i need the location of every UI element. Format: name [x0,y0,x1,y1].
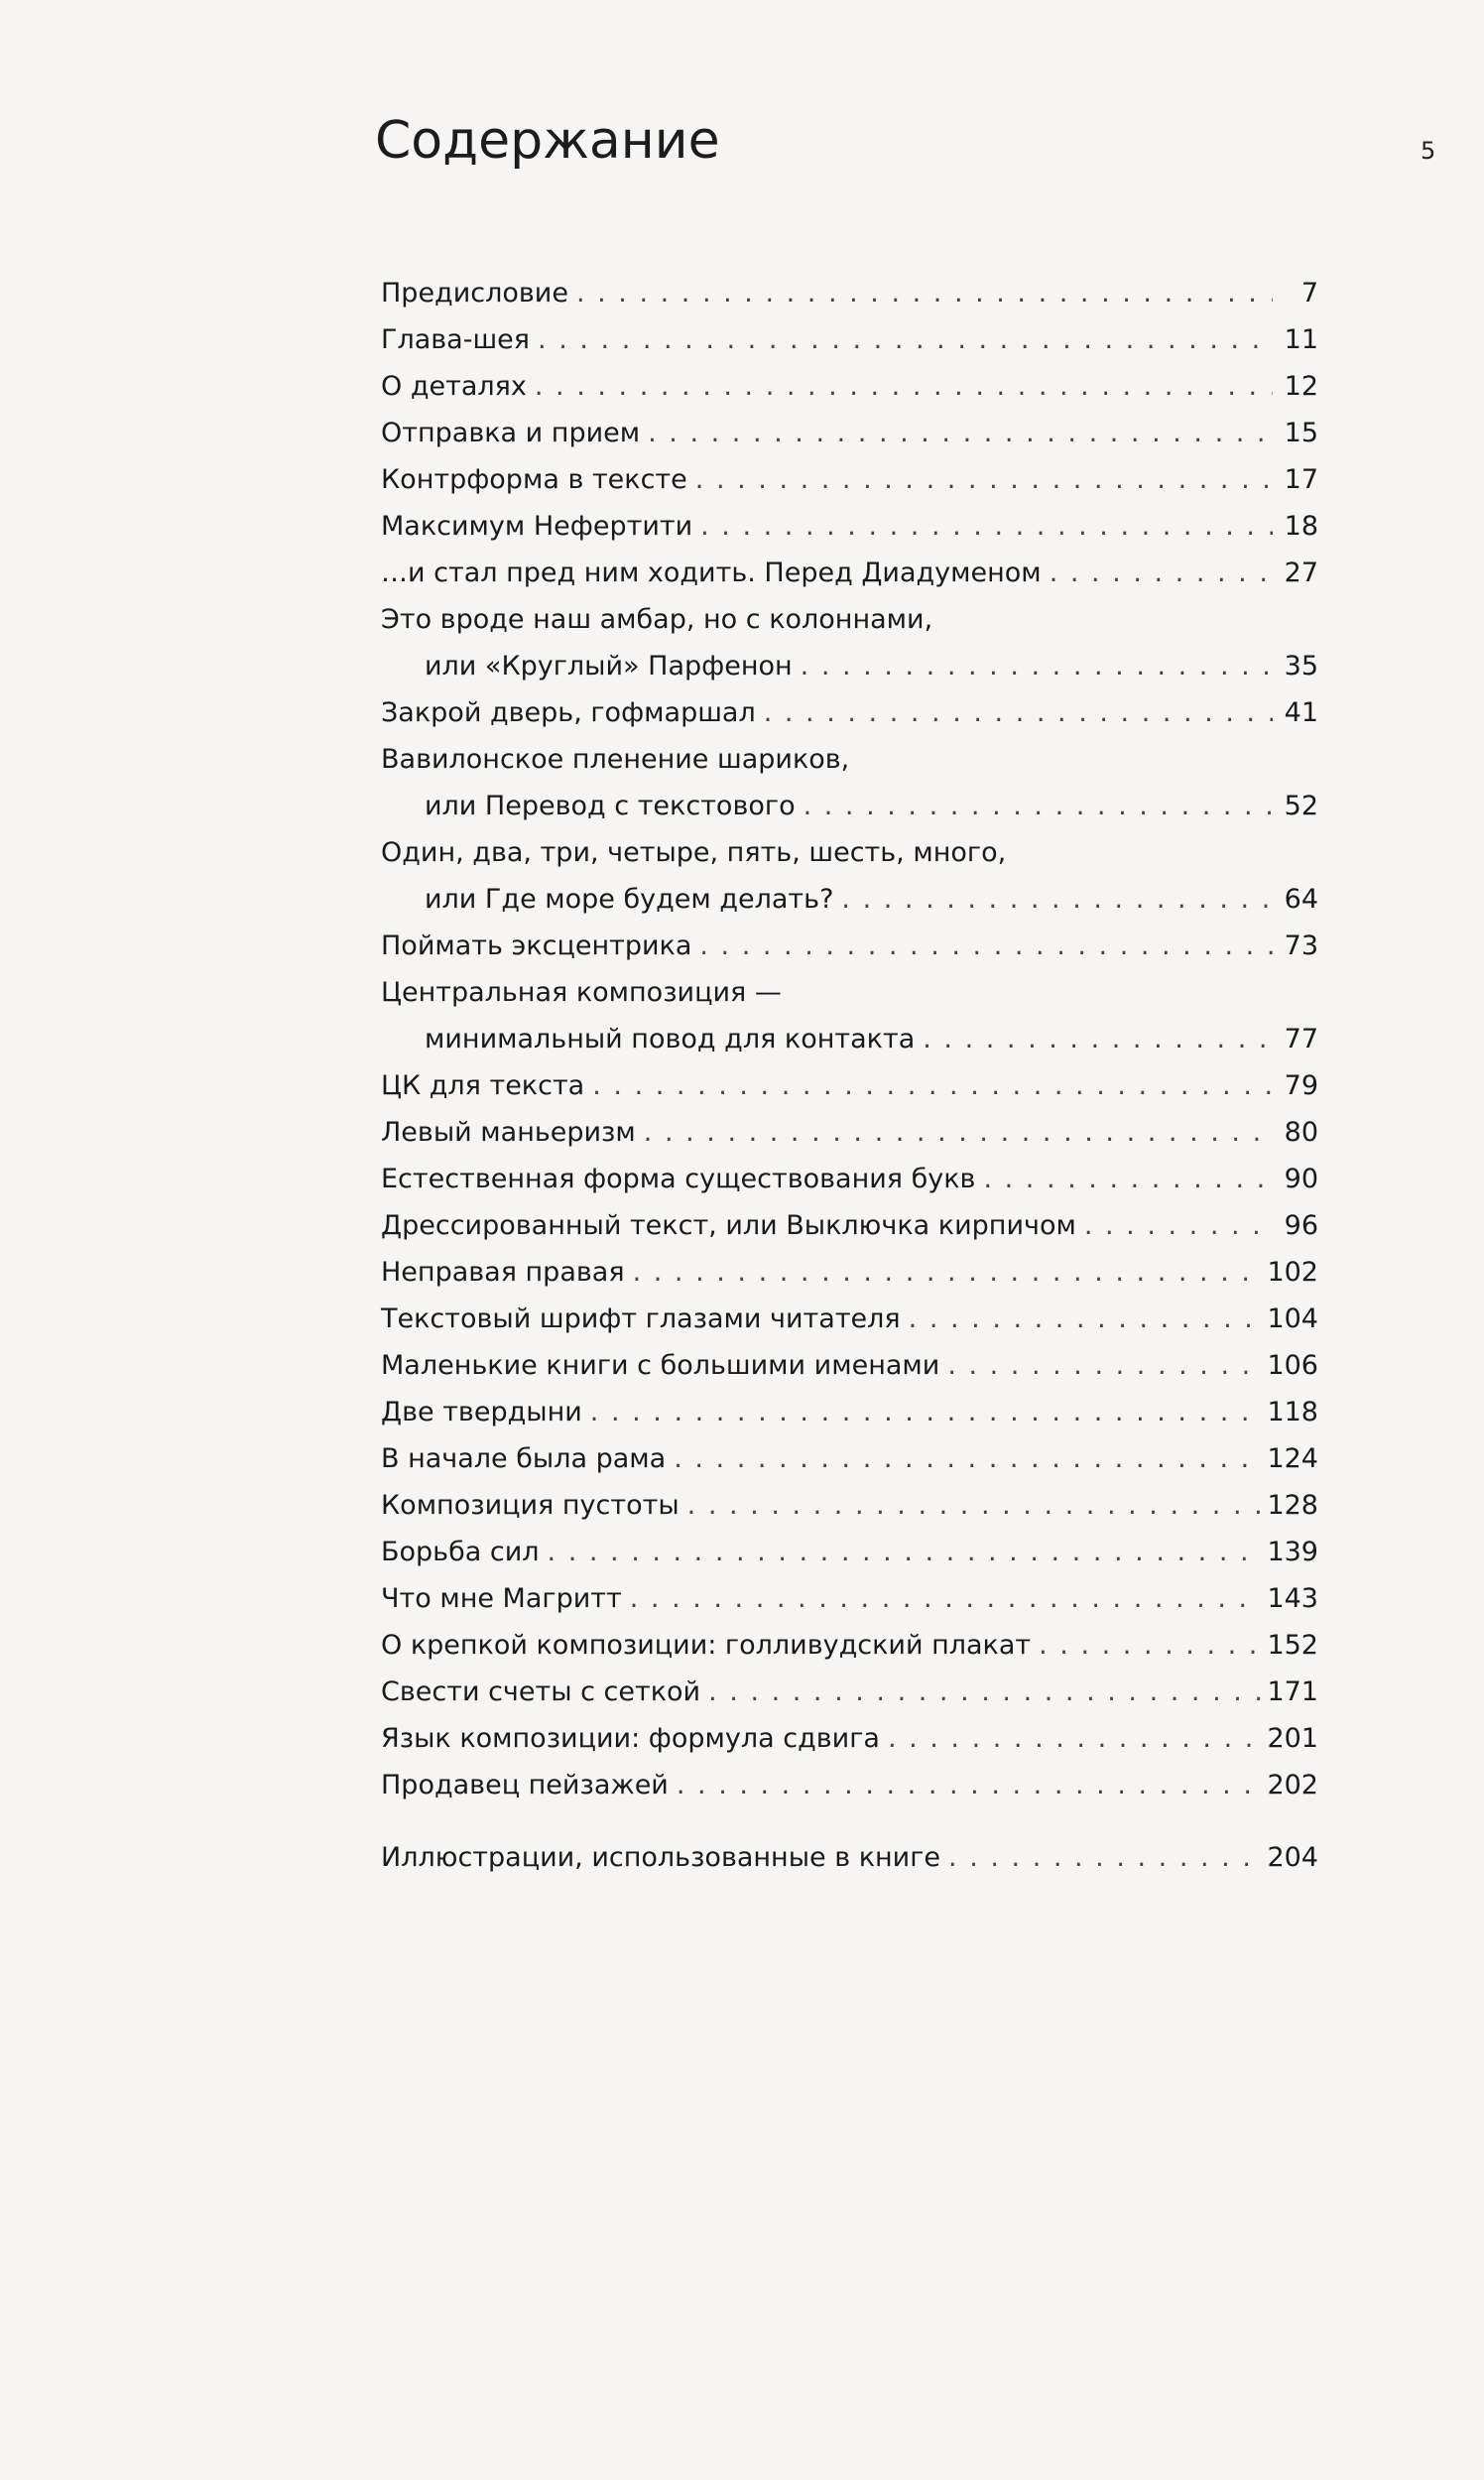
toc-entry-title: или Где море будем делать? [425,884,834,915]
toc-entry-page: 12 [1284,371,1318,402]
toc-entry-page: 64 [1284,884,1318,915]
toc-entry-page: 11 [1284,324,1318,355]
dot-leader [841,876,1273,923]
toc-entry-title: Что мне Магритт [381,1583,622,1614]
dot-leader [708,1669,1261,1715]
toc-entry [381,969,1318,1016]
toc-entry-page: 104 [1267,1303,1318,1334]
toc-entry-title: Глава-шея [381,324,531,355]
toc-entry-title: …и стал пред ним ходить. Перед Диадуменом [381,558,1042,588]
toc-entry-title: Отправка и прием [381,418,641,448]
toc-entry-title: Маленькие книги с большими именами [381,1350,940,1381]
toc-entry-title: ЦК для текста [381,1070,585,1101]
toc-entry-page: 106 [1267,1350,1318,1381]
toc-entry-title: Центральная композиция — [381,977,782,1008]
toc-entry-title: минимальный повод для контакта [425,1024,916,1054]
toc-entry-title: Вавилонское пленение шариков, [381,744,850,775]
toc-entry [381,1342,1318,1389]
toc-entry [381,1156,1318,1202]
toc-entry-page: 79 [1284,1070,1318,1101]
toc-entry [381,923,1318,969]
toc-entry-title: Левый маньеризм [381,1117,636,1148]
page-number: 5 [1421,137,1436,165]
toc-entry [381,1109,1318,1156]
dot-leader [548,1529,1262,1575]
dot-leader [633,1249,1262,1296]
toc-entry-title: Максимум Нефертити [381,511,693,542]
dot-leader [700,503,1273,550]
toc-entry [381,829,1318,876]
toc-entry-title: Контрформа в тексте [381,464,687,495]
dot-leader [648,410,1273,456]
table-of-contents [381,270,1318,1881]
toc-entry-page: 204 [1267,1842,1318,1873]
toc-entry [381,363,1318,410]
toc-entry [381,1249,1318,1296]
toc-entry [381,643,1318,689]
toc-entry-title: Композиция пустоты [381,1490,680,1521]
toc-entry-title: Текстовый шрифт глазами читателя [381,1303,901,1334]
dot-leader [804,783,1273,829]
toc-entry-title: Один, два, три, четыре, пять, шесть, много, [381,837,1007,868]
dot-leader [1050,550,1273,596]
toc-entry-title: Неправая правая [381,1257,625,1288]
dot-leader [535,363,1273,410]
toc-entry-page: 102 [1267,1257,1318,1288]
toc-entry [381,550,1318,596]
toc-entry [381,503,1318,550]
dot-leader [1039,1622,1261,1669]
toc-entry-title: Естественная форма существования букв [381,1164,976,1194]
dot-leader [699,923,1273,969]
toc-entry-page: 171 [1267,1676,1318,1707]
toc-entry [381,596,1318,643]
dot-leader [674,1435,1261,1482]
toc-entry-page: 15 [1284,418,1318,448]
page-title: Содержание [375,111,720,171]
toc-entry [381,1715,1318,1762]
toc-entry-title: Поймать эксцентрика [381,930,692,961]
toc-entry-page: 52 [1284,791,1318,821]
dot-leader [764,689,1273,736]
toc-entry-title: Продавец пейзажей [381,1770,669,1800]
dot-leader [677,1762,1262,1808]
toc-entry-page: 35 [1284,651,1318,682]
toc-entry-page: 124 [1267,1443,1318,1474]
toc-entry-title: Это вроде наш амбар, но с колоннами, [381,604,933,635]
toc-entry-title: Иллюстрации, использованные в книге [381,1842,941,1873]
toc-entry-page: 73 [1284,930,1318,961]
toc-entry-title: Две твердыни [381,1397,582,1427]
toc-entry [381,876,1318,923]
toc-entry-page: 143 [1267,1583,1318,1614]
toc-entry-page: 7 [1300,278,1318,309]
toc-entry-page: 41 [1284,697,1318,728]
toc-entry-page: 80 [1284,1117,1318,1148]
toc-entry-title: Дрессированный текст, или Выключка кирпичом [381,1210,1076,1241]
toc-entry [381,689,1318,736]
dot-leader [695,456,1273,503]
dot-leader [1084,1202,1273,1249]
dot-leader [947,1342,1261,1389]
toc-entry [381,316,1318,363]
toc-entry-page: 152 [1267,1630,1318,1661]
toc-entry-page: 118 [1267,1397,1318,1427]
toc-entry [381,1016,1318,1062]
toc-entry [381,410,1318,456]
toc-entry [381,1062,1318,1109]
dot-leader [948,1834,1261,1881]
dot-leader [888,1715,1262,1762]
toc-entry [381,1435,1318,1482]
toc-entry-page: 201 [1267,1723,1318,1754]
toc-entry [381,1202,1318,1249]
toc-entry-title: Свести счеты с сеткой [381,1676,701,1707]
toc-entry-page: 27 [1284,558,1318,588]
toc-entry-page: 128 [1267,1490,1318,1521]
toc-entry-page: 139 [1267,1537,1318,1567]
toc-entry [381,270,1318,316]
dot-leader [909,1296,1262,1342]
dot-leader [576,270,1273,316]
toc-entry-title: или «Круглый» Парфенон [425,651,793,682]
toc-entry-title: Закрой дверь, гофмаршал [381,697,756,728]
toc-entry-title: Борьба сил [381,1537,540,1567]
toc-entry-page: 90 [1284,1164,1318,1194]
toc-entry [381,1622,1318,1669]
dot-leader [538,316,1273,363]
toc-entry-title: Язык композиции: формула сдвига [381,1723,880,1754]
toc-entry [381,1389,1318,1435]
toc-entry-page: 202 [1267,1770,1318,1800]
toc-entry [381,736,1318,783]
dot-leader [923,1016,1273,1062]
toc-entry [381,456,1318,503]
toc-entry [381,1669,1318,1715]
toc-entry-page: 17 [1284,464,1318,495]
toc-entry [381,1575,1318,1622]
toc-entry-title: В начале была рама [381,1443,667,1474]
toc-entry-page: 96 [1284,1210,1318,1241]
dot-leader [630,1575,1262,1622]
toc-entry-page: 77 [1284,1024,1318,1054]
toc-entry [381,1834,1318,1881]
toc-entry-title: Предисловие [381,278,568,309]
toc-entry-page: 18 [1284,511,1318,542]
dot-leader [644,1109,1273,1156]
toc-entry [381,783,1318,829]
toc-entry [381,1762,1318,1808]
toc-entry-title: О крепкой композиции: голливудский плакат [381,1630,1032,1661]
toc-entry [381,1482,1318,1529]
dot-leader [801,643,1273,689]
toc-entry [381,1296,1318,1342]
toc-entry-title: О деталях [381,371,527,402]
dot-leader [687,1482,1262,1529]
toc-entry-title: или Перевод с текстового [425,791,796,821]
dot-leader [592,1062,1273,1109]
dot-leader [983,1156,1273,1202]
toc-entry [381,1529,1318,1575]
dot-leader [590,1389,1262,1435]
